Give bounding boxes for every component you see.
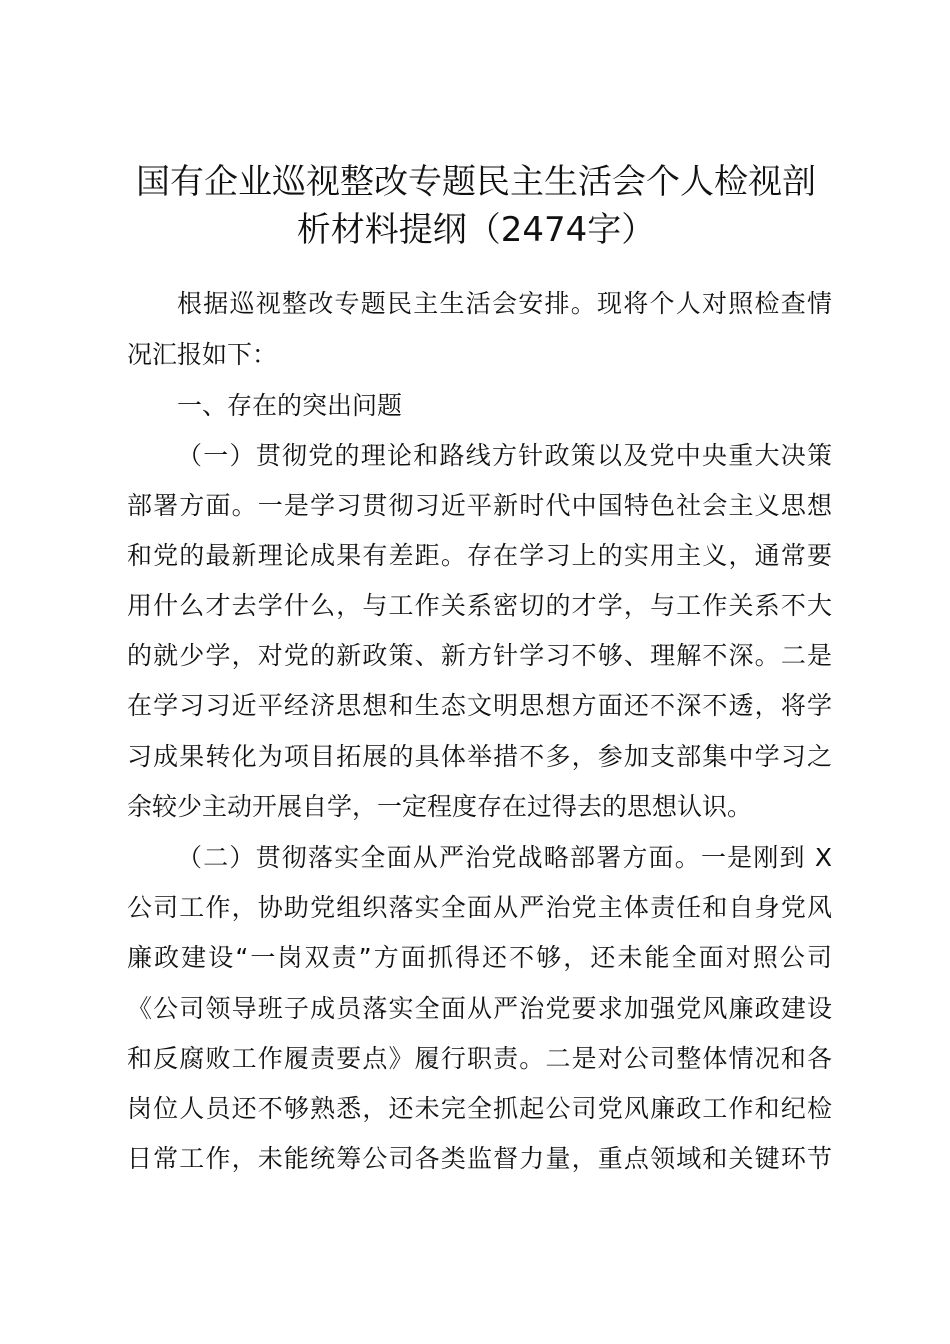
document-title-line-1: 国有企业巡视整改专题民主生活会个人检视剖 [136,162,816,202]
paragraph-line: 根据巡视整改专题民主生活会安排。现将个人对照检查情 [177,289,832,318]
section-heading: 一、存在的突出问题 [177,391,403,420]
paragraph-line: 和反腐败工作履责要点》履行职责。二是对公司整体情况和各 [127,1044,832,1073]
paragraph-line: （二）贯彻落实全面从严治党战略部署方面。一是刚到 X [177,843,832,872]
paragraph-line: 的就少学，对党的新政策、新方针学习不够、理解不深。二是 [127,641,832,670]
paragraph-line: 日常工作，未能统筹公司各类监督力量，重点领域和关键环节 [127,1144,832,1173]
paragraph-line: 部署方面。一是学习贯彻习近平新时代中国特色社会主义思想 [127,491,832,520]
paragraph-line: 习成果转化为项目拓展的具体举措不多，参加支部集中学习之 [127,742,832,771]
paragraph-line: 公司工作，协助党组织落实全面从严治党主体责任和自身党风 [127,893,832,922]
document-title-line-2: 析材料提纲（2474字） [296,210,656,250]
paragraph-line: 《公司领导班子成员落实全面从严治党要求加强党风廉政建设 [127,994,832,1023]
paragraph-line: 况汇报如下： [127,340,278,369]
paragraph-line: 余较少主动开展自学，一定程度存在过得去的思想认识。 [127,792,753,821]
paragraph-line: （一）贯彻党的理论和路线方针政策以及党中央重大决策 [177,441,832,470]
paragraph-line: 在学习习近平经济思想和生态文明思想方面还不深不透，将学 [127,691,832,720]
paragraph-line: 用什么才去学什么，与工作关系密切的才学，与工作关系不大 [127,591,832,620]
paragraph-line: 岗位人员还不够熟悉，还未完全抓起公司党风廉政工作和纪检 [127,1094,832,1123]
paragraph-line: 和党的最新理论成果有差距。存在学习上的实用主义，通常要 [127,541,832,570]
paragraph-line: 廉政建设“一岗双责”方面抓得还不够，还未能全面对照公司 [127,943,832,972]
